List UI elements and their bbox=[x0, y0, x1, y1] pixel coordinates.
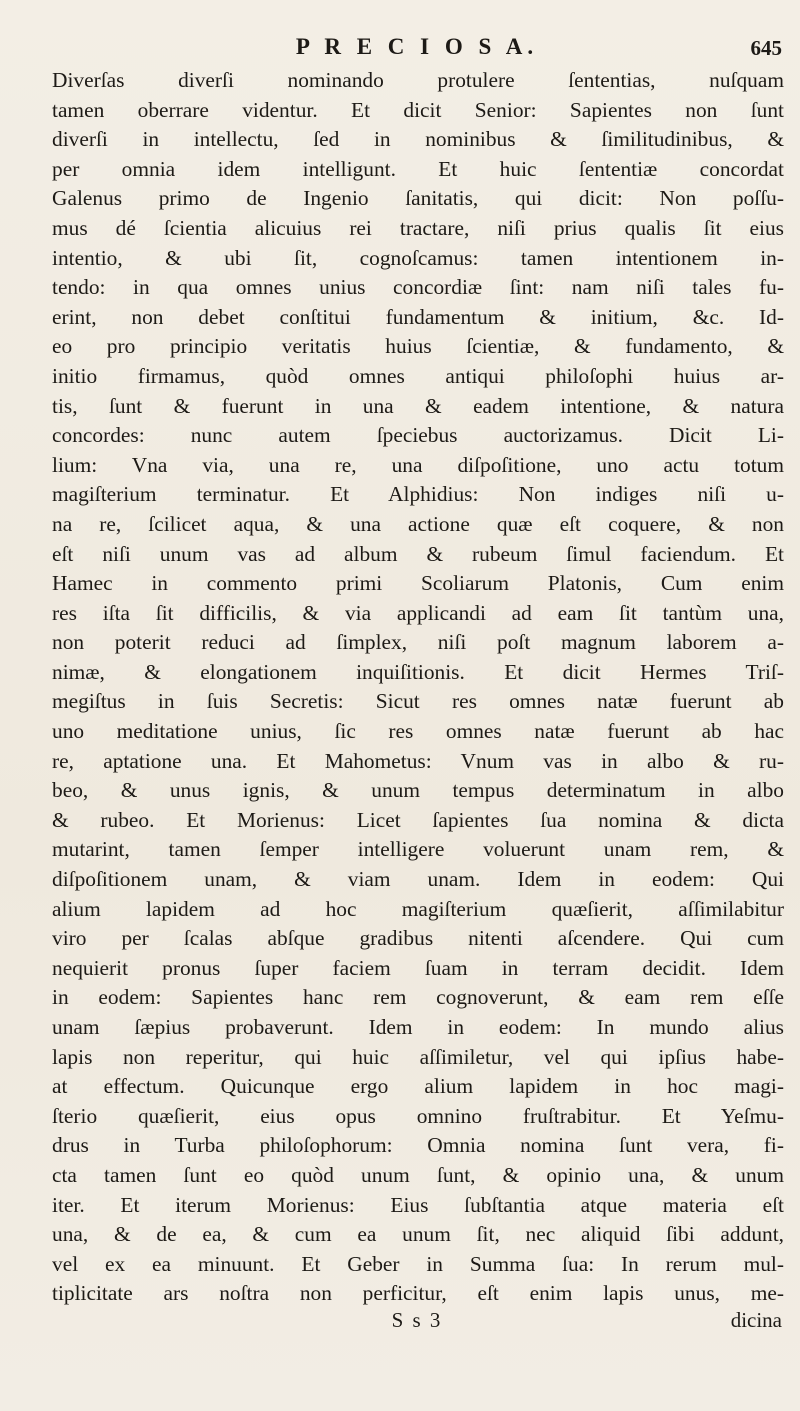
text-line: & rubeo. Et Morienus: Licet ſapientes ſua nomina & dicta bbox=[52, 807, 784, 832]
text-line: unam ſæpius probaverunt. Idem in eodem: In mundo alius bbox=[52, 1015, 784, 1039]
text-line: at effectum. Quicunque ergo alium lapidem in hoc magi- bbox=[52, 1074, 784, 1099]
text-line: mutarint, tamen ſemper intelligere voluerunt unam rem, & bbox=[52, 837, 784, 862]
text-line: mus dé ſcientia alicuius rei tractare, niſi prius qualis ſit eius bbox=[52, 215, 784, 240]
page-number: 645 bbox=[750, 36, 782, 60]
text-line: eſt niſi unum vas ad album & rubeum ſimul faciendum. Et bbox=[52, 541, 784, 566]
text-line: uno meditatione unius, ſic res omnes natæ fuerunt ab hac bbox=[52, 719, 784, 744]
text-line: beo, & unus ignis, & unum tempus determinatum in albo bbox=[52, 778, 784, 803]
text-line: intentio, & ubi ſit, cognoſcamus: tamen intentionem in- bbox=[52, 245, 784, 270]
text-line: nimæ, & elongationem inquiſitionis. Et dicit Hermes Triſ- bbox=[52, 659, 784, 684]
text-line: non poterit reduci ad ſimplex, niſi poſt magnum laborem a- bbox=[52, 630, 784, 655]
text-line: megiſtus in ſuis Secretis: Sicut res omnes natæ fuerunt ab bbox=[52, 689, 784, 714]
text-line: vel ex ea minuunt. Et Geber in Summa ſua: In rerum mul- bbox=[52, 1251, 784, 1276]
text-line: na re, ſcilicet aqua, & una actione quæ eſt coquere, & non bbox=[52, 511, 784, 536]
text-line: drus in Turba philoſophorum: Omnia nomina ſunt vera, fi- bbox=[52, 1133, 784, 1158]
text-line: nequierit pronus ſuper faciem ſuam in terram decidit. Idem bbox=[52, 955, 784, 980]
text-line: tis, ſunt & fuerunt in una & eadem intentione, & natura bbox=[52, 393, 784, 418]
text-line: cta tamen ſunt eo quòd unum ſunt, & opinio una, & unum bbox=[52, 1162, 784, 1187]
text-line: erint, non debet conſtitui fundamentum & initium, &c. Id- bbox=[52, 304, 784, 329]
text-line: ſterio quæſierit, eius opus omnino fruſtrabitur. Et Yeſmu- bbox=[52, 1103, 784, 1128]
text-line: magiſterium terminatur. Et Alphidius: Non indiges niſi u- bbox=[52, 482, 784, 507]
text-line: in eodem: Sapientes hanc rem cognoverunt, & eam rem eſſe bbox=[52, 985, 784, 1010]
text-line: tamen oberrare videntur. Et dicit Senior: Sapientes non ſunt bbox=[52, 97, 784, 122]
text-line: diſpoſitionem unam, & viam unam. Idem in eodem: Qui bbox=[52, 867, 784, 892]
text-line: diverſi in intellectu, ſed in nominibus & ſimilitudinibus, & bbox=[52, 127, 784, 152]
text-line: re, aptatione una. Et Mahometus: Vnum vas in albo & ru- bbox=[52, 748, 784, 773]
body-text bbox=[52, 66, 784, 1309]
page-footer bbox=[52, 1308, 782, 1338]
text-line: eo pro principio veritatis huius ſcientiæ, & fundamento, & bbox=[52, 334, 784, 359]
page-header bbox=[52, 34, 782, 64]
text-line: initio firmamus, quòd omnes antiqui philoſophi huius ar- bbox=[52, 363, 784, 388]
text-line: Diverſas diverſi nominando protulere ſententias, nuſquam bbox=[52, 68, 784, 92]
text-line: viro per ſcalas abſque gradibus nitenti aſcendere. Qui cum bbox=[52, 926, 784, 951]
text-line: Galenus primo de Ingenio ſanitatis, qui dicit: Non poſſu- bbox=[52, 186, 784, 211]
running-title: P R E C I O S A. bbox=[295, 34, 539, 59]
signature-mark: S s 3 bbox=[391, 1308, 443, 1332]
text-line: iter. Et iterum Morienus: Eius ſubſtantia atque materia eſt bbox=[52, 1192, 784, 1217]
text-line: una, & de ea, & cum ea unum ſit, nec aliquid ſibi addunt, bbox=[52, 1222, 784, 1247]
catchword: dicina bbox=[730, 1308, 782, 1332]
text-line: alium lapidem ad hoc magiſterium quæſierit, aſſimilabitur bbox=[52, 896, 784, 921]
text-line: lium: Vna via, una re, una diſpoſitione, uno actu totum bbox=[52, 452, 784, 477]
text-line: lapis non reperitur, qui huic aſſimiletur, vel qui ipſius habe- bbox=[52, 1044, 784, 1069]
text-line: tiplicitate ars noſtra non perficitur, eſt enim lapis unus, me- bbox=[52, 1281, 784, 1306]
text-line: tendo: in qua omnes unius concordiæ ſint: nam niſi tales fu- bbox=[52, 275, 784, 300]
text-line: per omnia idem intelligunt. Et huic ſententiæ concordat bbox=[52, 156, 784, 181]
text-line: concordes: nunc autem ſpeciebus auctorizamus. Dicit Li- bbox=[52, 423, 784, 448]
text-line: Hamec in commento primi Scoliarum Platonis, Cum enim bbox=[52, 571, 784, 596]
text-line: res iſta ſit difficilis, & via applicandi ad eam ſit tantùm una, bbox=[52, 600, 784, 625]
